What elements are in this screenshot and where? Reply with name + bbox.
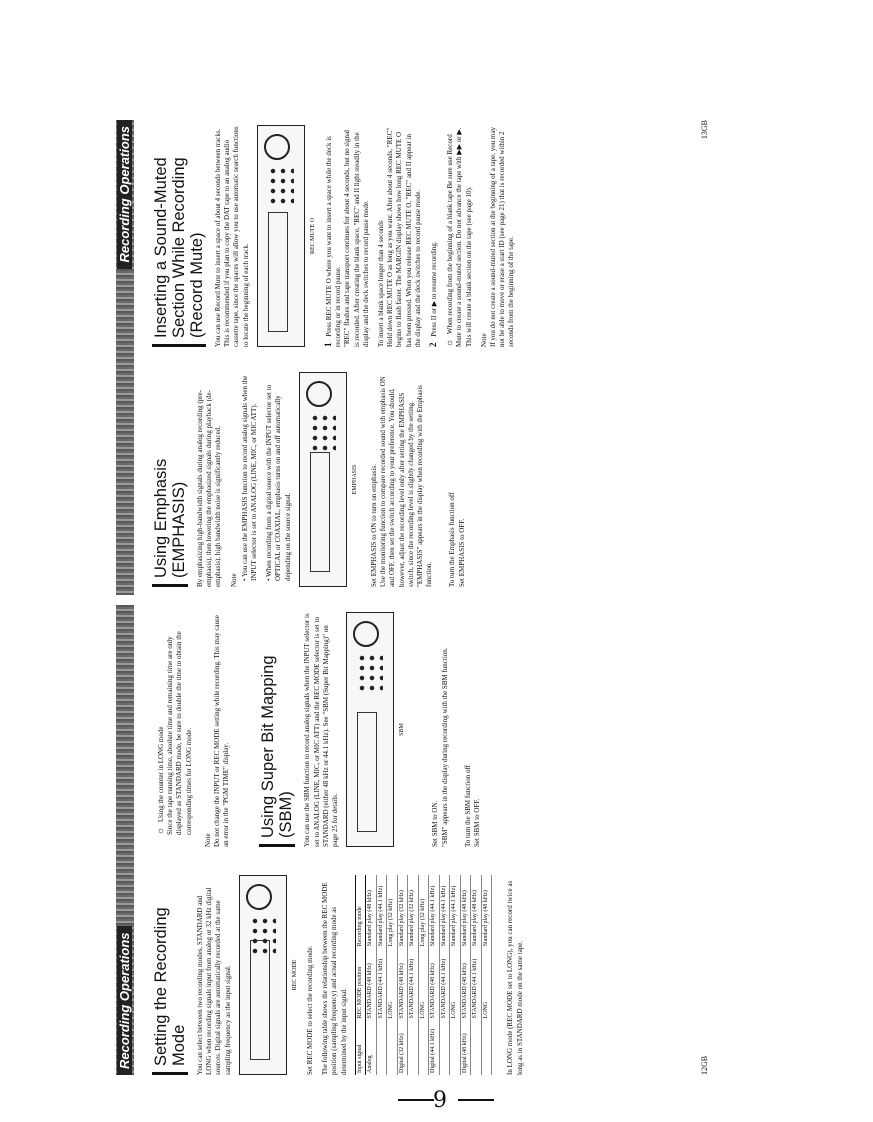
table-row bbox=[450, 875, 461, 1075]
recording-mode-title: Setting the Recording Mode bbox=[152, 875, 188, 1075]
table-row bbox=[387, 875, 398, 1075]
emphasis-set-on-note: "EMPHASIS" appears in the display when recording with the Emphasis function. bbox=[416, 385, 434, 587]
deck-illustration-rec-mode bbox=[239, 875, 287, 1075]
record-mute-tip bbox=[445, 125, 474, 347]
record-mute-note-title: Note bbox=[479, 333, 488, 347]
rec-mode-caption: REC MODE bbox=[291, 959, 298, 991]
emphasis-off-body: Set EMPHASIS to OFF. bbox=[457, 518, 466, 587]
table-cell: Standard play (48 kHz) bbox=[460, 875, 471, 948]
table-row bbox=[397, 875, 408, 1075]
step-number: 1 bbox=[323, 342, 334, 347]
table-cell: Standard play (48 kHz) bbox=[366, 875, 377, 948]
table-cell: Standard play (44.1 kHz) bbox=[450, 875, 461, 948]
tip-body: Since the tape running time, absolute time and remaining time are only displayed as STANDARD mode, be sure to double the time to obtain the corresponding times for LONG mode. bbox=[166, 631, 193, 835]
record-mute-tip-text: When recording from the beginning of a blank tape Be sure use Record Mute to create a sound-muted section. Do not advance the tape with ▶▶ or ▶. This will create a blank section on the tape (see page 10). bbox=[446, 127, 473, 347]
table-cell: Digital (48 kHz) bbox=[460, 1020, 471, 1075]
table-cell: Standard play (48 kHz) bbox=[471, 875, 482, 948]
deck-illustration-rec-mute bbox=[257, 125, 305, 347]
emphasis-set-on-body: Use the monitoring function to compare recorded sound with emphasis ON and OFF, then set the switch according to your preference. You should, however, adjust the recording level only after setting the EMPHASIS switch, since the recording level is slightly changed by the setting. bbox=[379, 376, 415, 587]
left-section-banner bbox=[116, 605, 134, 1075]
page-number-dash-right bbox=[458, 1099, 494, 1101]
table-cell bbox=[450, 1020, 461, 1075]
rec-level-knob bbox=[264, 134, 290, 160]
table-cell: Standard play (32 kHz) bbox=[397, 875, 408, 948]
table-cell: Digital (44.1 kHz) bbox=[429, 1020, 440, 1075]
rec-level-knob bbox=[246, 884, 272, 910]
table-cell: STANDARD (44.1 kHz) bbox=[471, 948, 482, 1020]
step-1-body: "REC" flashes and tape transport continues for about 4 seconds, but no signal is recorded. After creating the blank space, "REC" and II light steadily in the display and the deck switches to record pause mode. bbox=[343, 129, 370, 347]
longer-space-block bbox=[377, 125, 423, 347]
emphasis-caption: EMPHASIS bbox=[351, 464, 358, 495]
table-cell: STANDARD (48 kHz) bbox=[460, 948, 471, 1020]
column-emphasis bbox=[152, 372, 473, 587]
emphasis-title: Using Emphasis (EMPHASIS) bbox=[152, 372, 188, 587]
right-page-label: 13GB bbox=[700, 120, 709, 140]
note-body: Do not change the INPUT or REC MODE setting while recording. This may cause an error in the "PGM TIME" display. bbox=[213, 615, 231, 847]
note-title: Note bbox=[203, 833, 212, 847]
rec-mode-instruction: Set REC MODE to select the recording mode. bbox=[306, 945, 315, 1075]
sbm-set-on bbox=[431, 612, 449, 847]
deck-buttons bbox=[268, 166, 294, 206]
rec-level-knob bbox=[306, 381, 332, 407]
table-row bbox=[376, 875, 387, 1075]
column-sbm bbox=[152, 612, 488, 847]
rec-level-knob bbox=[353, 621, 379, 647]
table-cell: Standard play (32 kHz) bbox=[408, 875, 419, 948]
column-record-mute bbox=[152, 125, 523, 347]
long-mode-footnote: In LONG mode (REC MODE set to LONG), you can record twice as long as in STANDARD mode on the same tape. bbox=[506, 880, 524, 1075]
column-recording-mode bbox=[152, 875, 531, 1075]
table-cell: Digital (32 kHz) bbox=[397, 1020, 408, 1075]
table-cell: Long play (32 kHz) bbox=[387, 875, 398, 948]
record-mute-note-body: If you do not create a sound-muted section at the beginning of a tape, you may not be able to move or erase a start ID (see page 21) that is recorded within 2 seconds from the beginning of the tape. bbox=[489, 126, 516, 347]
table-intro: The following table shows the relationship between the REC MODE position (sampling frequency) and actual recording mode as determined by the input signal. bbox=[321, 882, 348, 1075]
table-cell: STANDARD (48 kHz) bbox=[429, 948, 440, 1020]
table-cell bbox=[387, 1020, 398, 1075]
table-cell: Standard play (44.1 kHz) bbox=[429, 875, 440, 948]
table-row bbox=[408, 875, 419, 1075]
table-cell: Standard play (44.1 kHz) bbox=[376, 875, 387, 948]
table-row bbox=[429, 875, 440, 1075]
cassette-slot bbox=[250, 940, 270, 1060]
note-block bbox=[204, 612, 232, 847]
deck-buttons bbox=[310, 413, 336, 453]
cassette-slot bbox=[268, 212, 288, 332]
recording-mode-table bbox=[355, 875, 493, 1075]
cassette-slot bbox=[357, 712, 377, 832]
table-cell: Long play (32 kHz) bbox=[418, 875, 429, 948]
table-cell: LONG bbox=[387, 948, 398, 1020]
longer-space-title: To insert a blank space longer than 4 seconds bbox=[377, 220, 386, 347]
table-cell bbox=[376, 1020, 387, 1075]
table-cell: Standard play (48 kHz) bbox=[481, 875, 492, 948]
table-cell: STANDARD (44.1 kHz) bbox=[408, 948, 419, 1020]
table-row bbox=[366, 875, 377, 1075]
page-number: 9 bbox=[433, 1088, 447, 1113]
table-cell: LONG bbox=[450, 948, 461, 1020]
deck-illustration-sbm bbox=[346, 612, 394, 847]
emphasis-bullet-text: When recording from a digital source with the INPUT selector set to OPTICAL or COAXIAL, emphasis turns on and off automatically depending on the source signal. bbox=[265, 384, 292, 581]
tip-title: Using the counter in LONG mode bbox=[157, 726, 165, 822]
rotated-manual-spread bbox=[110, 120, 715, 1075]
sbm-intro: You can use the SBM function to record analog signals when the INPUT selector is set to ANALOG (LINE, MIC, or MIC ATT) and the REC MODE selector is set to STANDARD (either 48 kHz or 44.1 kHz). See "SBM (Super Bit Mapping)" on page 25 for details. bbox=[303, 613, 340, 847]
record-mute-note bbox=[480, 125, 517, 347]
table-cell bbox=[481, 1020, 492, 1075]
table-cell: Analog bbox=[366, 1020, 377, 1075]
emphasis-bullet-text: You can use the EMPHASIS function to record analog signals when the INPUT selector is set to ANALOG (LINE, MIC, or MIC ATT). bbox=[240, 375, 259, 581]
table-cell: STANDARD (48 kHz) bbox=[397, 948, 408, 1020]
table-cell: LONG bbox=[418, 948, 429, 1020]
right-banner-title: Recording Operations bbox=[117, 120, 132, 269]
step-2 bbox=[429, 125, 439, 347]
table-cell: STANDARD (44.1 kHz) bbox=[439, 948, 450, 1020]
left-banner-title: Recording Operations bbox=[117, 926, 132, 1075]
step-number: 2 bbox=[428, 342, 439, 347]
tip-lightbulb-icon: ☼ bbox=[444, 338, 455, 347]
sbm-off-body: Set SBM to OFF. bbox=[473, 798, 482, 847]
right-section-banner bbox=[116, 120, 134, 595]
record-mute-title: Inserting a Sound-Muted Section While Recording (Record Mute) bbox=[152, 125, 206, 347]
sbm-off-block bbox=[464, 612, 482, 847]
sbm-caption: SBM bbox=[399, 723, 406, 736]
step-1 bbox=[324, 125, 371, 347]
emphasis-intro: By emphasizing high-bandwidth signals during analog recording (pre-emphasis), then lowering the emphasized signals during playback (de-emphasis), high bandwidth noise is significantly reduced. bbox=[196, 390, 223, 587]
sbm-set-on-note: "SBM" appears in the display during recording with the SBM function. bbox=[440, 647, 449, 847]
sbm-title: Using Super Bit Mapping (SBM) bbox=[259, 612, 295, 847]
sbm-off-title: To turn the SBM function off bbox=[463, 764, 472, 847]
table-cell bbox=[439, 1020, 450, 1075]
table-cell bbox=[418, 1020, 429, 1075]
deck-buttons bbox=[250, 916, 276, 956]
table-header: REC MODE position bbox=[355, 948, 366, 1020]
step-2-text: Press II or ▶ to resume recording. bbox=[430, 241, 439, 337]
left-page-label: 12GB bbox=[700, 1055, 709, 1075]
emphasis-bullet: • You can use the EMPHASIS function to record analog signals when the INPUT selector is set to ANALOG (LINE, MIC, or MIC ATT). bbox=[240, 375, 259, 581]
deck-buttons bbox=[357, 653, 383, 693]
table-cell bbox=[408, 1020, 419, 1075]
emphasis-set-on bbox=[370, 372, 434, 587]
step-1-text: Press REC MUTE O where you want to insert a space while the deck is recording or in record pause. bbox=[325, 136, 343, 347]
longer-space-body: Hold down REC MUTE O as long as you want. After about 4 seconds, "REC" begins to flash faster. The MARGIN display shows how long REC MUTE O has been pressed. When you release REC MUTE O, "REC" and II appear in the display and the deck switches to record pause mode. bbox=[386, 127, 422, 347]
cassette-slot bbox=[310, 452, 330, 572]
table-row bbox=[418, 875, 429, 1075]
long-mode-tip bbox=[156, 612, 194, 847]
emphasis-set-on-text: Set EMPHASIS to ON to turn on emphasis. bbox=[370, 464, 379, 587]
sbm-set-on-text: Set SBM to ON. bbox=[431, 800, 440, 847]
table-row bbox=[471, 875, 482, 1075]
table-cell bbox=[471, 1020, 482, 1075]
tip-lightbulb-icon: ☼ bbox=[155, 826, 165, 835]
table-cell: LONG bbox=[481, 948, 492, 1020]
deck-illustration-emphasis bbox=[299, 372, 347, 587]
record-mute-intro: You can use Record Mute to insert a space of about 4 seconds between tracks. This is recommended if you plan to copy the DAT tape to an analog audio cassette tape, since the spaces will allow you to use automatic search functions to locate the beginning of each track. bbox=[214, 126, 250, 347]
emphasis-off-block bbox=[448, 372, 466, 587]
table-row bbox=[439, 875, 450, 1075]
table-cell: STANDARD (48 kHz) bbox=[366, 948, 377, 1020]
table-header: Recording mode bbox=[355, 875, 366, 948]
table-row bbox=[481, 875, 492, 1075]
table-cell: Standard play (44.1 kHz) bbox=[439, 875, 450, 948]
emphasis-note-title: Note bbox=[229, 573, 238, 587]
emphasis-off-title: To turn the Emphasis function off bbox=[448, 492, 457, 587]
table-cell: STANDARD (44.1 kHz) bbox=[376, 948, 387, 1020]
recording-mode-intro: You can select between two recording modes, STANDARD and LONG when recording signals input from analog or 32 kHz digital sources. Digital signals are automatically recorded at the same sampling frequency as the input signal. bbox=[196, 887, 232, 1075]
emphasis-bullet: • When recording from a digital source with the INPUT selector set to OPTICAL or COAXIAL, emphasis turns on and off automatically depending on the source signal. bbox=[265, 384, 292, 581]
table-row bbox=[460, 875, 471, 1075]
table-header: Input signal bbox=[355, 1020, 366, 1075]
rec-mute-caption: REC MUTE O bbox=[309, 218, 316, 254]
